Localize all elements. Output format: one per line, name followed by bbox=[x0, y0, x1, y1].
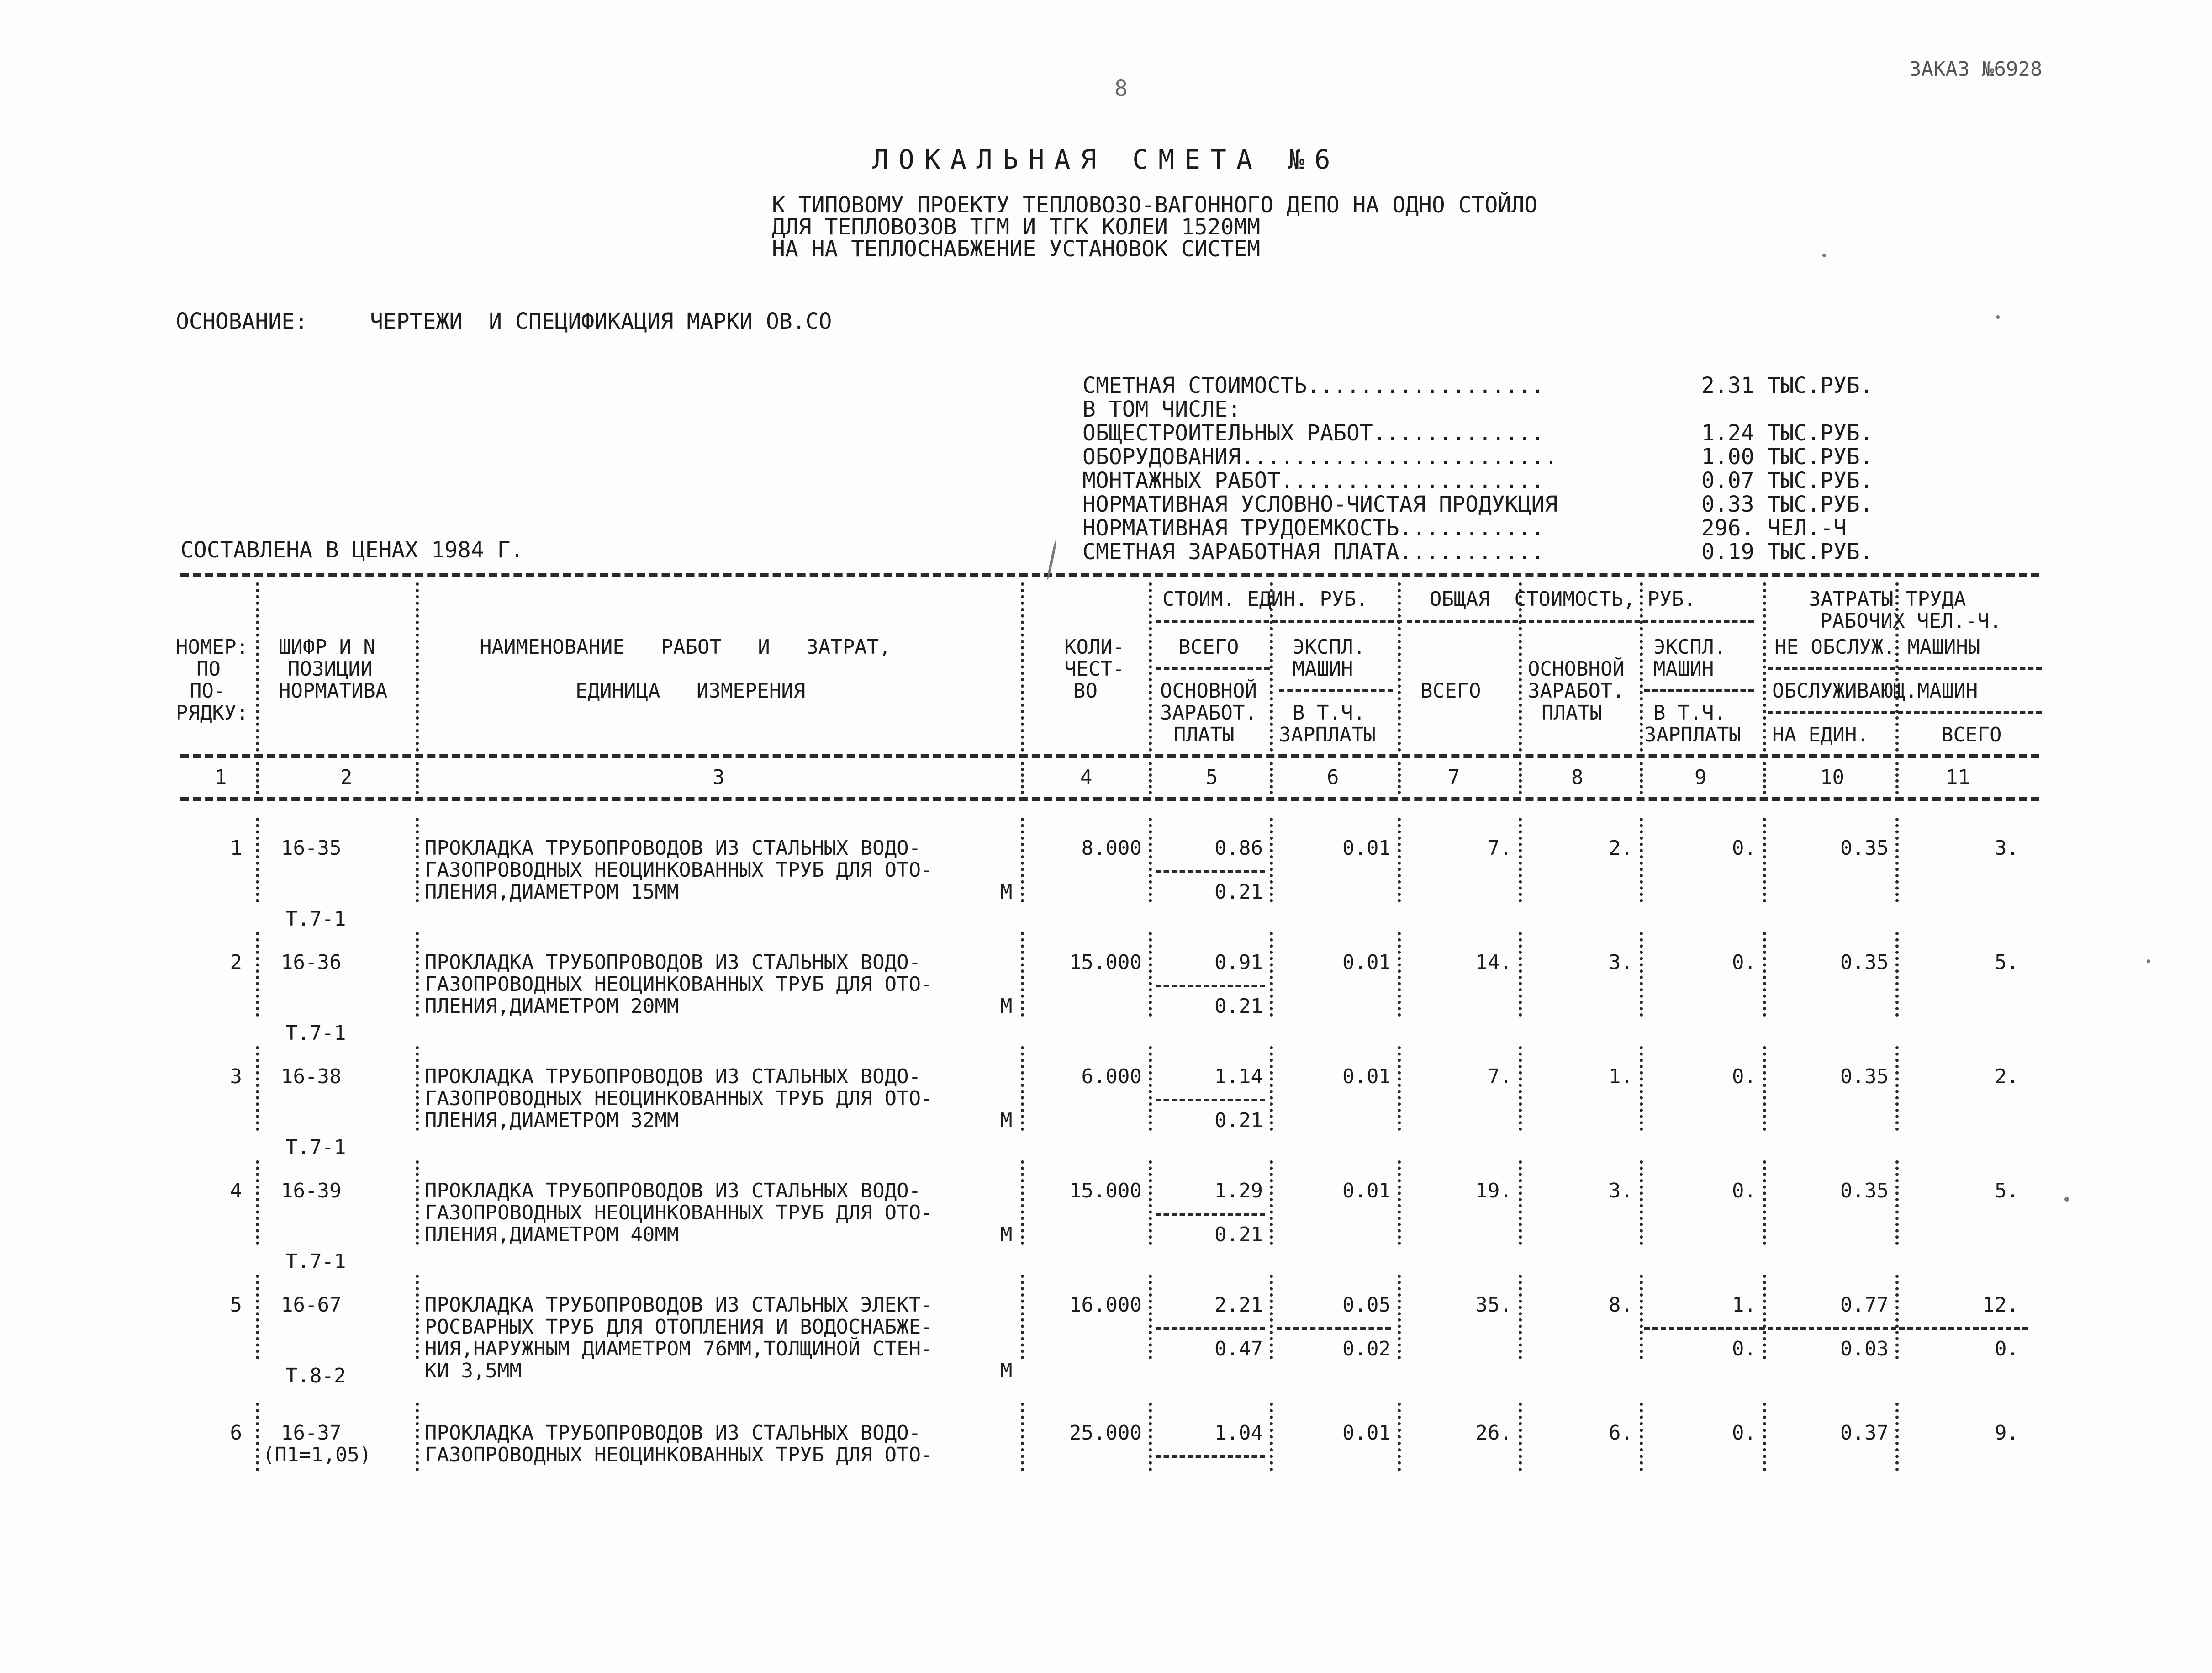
row-cell-c7: 14. bbox=[1475, 951, 1512, 974]
summary-value: 0.33 ТЫС.РУБ. bbox=[1701, 492, 1873, 517]
row-separator bbox=[1398, 1160, 1401, 1245]
row-cell-c6: 0.05 bbox=[1342, 1293, 1391, 1317]
row-cell-c11: 9. bbox=[1995, 1421, 2019, 1445]
row-subrule bbox=[1156, 1455, 1265, 1458]
row-separator bbox=[1398, 1275, 1401, 1359]
row-subrule bbox=[1644, 1327, 2028, 1330]
basis-value: ЧЕРТЕЖИ И СПЕЦИФИКАЦИЯ МАРКИ ОВ.СО bbox=[370, 309, 832, 334]
column-number: 7 bbox=[1448, 766, 1460, 789]
header-total-all: ВСЕГО bbox=[1420, 679, 1481, 703]
row-separator bbox=[1021, 818, 1024, 902]
row-cell-c6: 0.01 bbox=[1342, 836, 1391, 860]
summary-label: В ТОМ ЧИСЛЕ: bbox=[1082, 397, 1241, 422]
header-num-1: НОМЕР: bbox=[176, 635, 248, 659]
header-top-rule bbox=[180, 573, 2039, 577]
row-separator bbox=[256, 932, 259, 1017]
row-separator bbox=[416, 1046, 419, 1131]
subtitle-line-2: ДЛЯ ТЕПЛОВОЗОВ ТГМ И ТГК КОЛЕИ 1520ММ bbox=[772, 214, 1261, 240]
header-rule bbox=[1279, 689, 1393, 692]
header-code-3: НОРМАТИВА bbox=[279, 679, 388, 703]
row-cell-qty: 6.000 bbox=[1081, 1065, 1142, 1088]
header-total-wage-2: ЗАРАБОТ. bbox=[1528, 679, 1625, 703]
row-separator bbox=[1021, 932, 1024, 1017]
header-total-cost-group: ОБЩАЯ СТОИМОСТЬ, РУБ. bbox=[1430, 588, 1696, 611]
summary-value: 2.31 ТЫС.РУБ. bbox=[1701, 373, 1873, 398]
column-separator bbox=[1270, 762, 1273, 794]
header-unit-total-2: ОСНОВНОЙ bbox=[1160, 679, 1257, 703]
row-separator bbox=[1270, 1160, 1273, 1245]
row-cell-c7: 7. bbox=[1488, 1065, 1512, 1088]
row-name-line: НИЯ,НАРУЖНЫМ ДИАМЕТРОМ 76ММ,ТОЛЩИНОЙ СТЕН- bbox=[425, 1337, 933, 1361]
header-unit-mach-1: ЭКСПЛ. bbox=[1293, 635, 1365, 659]
row-cell-qty: 25.000 bbox=[1069, 1421, 1142, 1445]
header-total-wage-3: ПЛАТЫ bbox=[1542, 701, 1602, 725]
row-code: 16-39 bbox=[281, 1179, 342, 1202]
column-separator bbox=[1763, 762, 1766, 794]
row-subrule bbox=[1156, 1099, 1265, 1101]
order-stamp: ЗАКАЗ №6928 bbox=[1909, 58, 2043, 81]
row-name-line: ПЛЕНИЯ,ДИАМЕТРОМ 32ММ bbox=[425, 1109, 679, 1132]
row-separator bbox=[1021, 1160, 1024, 1245]
row-name-line: ПРОКЛАДКА ТРУБОПРОВОДОВ ИЗ СТАЛЬНЫХ ВОДО- bbox=[425, 1179, 921, 1202]
row-separator bbox=[1640, 1160, 1643, 1245]
header-rule bbox=[1156, 620, 1402, 623]
row-separator bbox=[1895, 932, 1899, 1017]
column-separator bbox=[1519, 762, 1522, 794]
row-subrule bbox=[1156, 1327, 1265, 1330]
row-cell-c7: 19. bbox=[1475, 1179, 1512, 1202]
header-total-wage-1: ОСНОВНОЙ bbox=[1528, 657, 1625, 681]
row-cell-c5: 0.91 bbox=[1214, 951, 1263, 974]
header-labor-total: ВСЕГО bbox=[1941, 723, 2002, 746]
header-num-2: ПО bbox=[196, 657, 221, 681]
header-labor-sub-2: ОБСЛУЖИВАЮЩ.МАШИН bbox=[1772, 679, 1978, 703]
row-cell-c10: 0.77 bbox=[1840, 1293, 1889, 1317]
row-cell-qty: 15.000 bbox=[1069, 951, 1142, 974]
header-labor-group-2: РАБОЧИХ ЧЕЛ.-Ч. bbox=[1820, 609, 2002, 633]
row-cell-c10: 0.37 bbox=[1840, 1421, 1889, 1445]
row-separator bbox=[1519, 932, 1522, 1017]
row-separator bbox=[256, 818, 259, 902]
row-cell-c11: 2. bbox=[1995, 1065, 2019, 1088]
row-name-line: РОСВАРНЫХ ТРУБ ДЛЯ ОТОПЛЕНИЯ И ВОДОСНАБЖЕ- bbox=[425, 1315, 933, 1339]
row-cell-c10b: 0.03 bbox=[1840, 1337, 1889, 1361]
row-unit: М bbox=[1000, 1223, 1013, 1246]
header-unit-total-4: ПЛАТЫ bbox=[1174, 723, 1235, 746]
scan-mark bbox=[1822, 254, 1826, 257]
column-separator bbox=[1895, 762, 1899, 794]
row-cell-c5: 2.21 bbox=[1214, 1293, 1263, 1317]
row-separator bbox=[1519, 1275, 1522, 1359]
row-code: 16-37 bbox=[281, 1421, 342, 1445]
scan-mark bbox=[2147, 959, 2150, 963]
row-cell-c10: 0.35 bbox=[1840, 1065, 1889, 1088]
row-name-line: ПЛЕНИЯ,ДИАМЕТРОМ 20ММ bbox=[425, 995, 679, 1018]
row-cell-c10: 0.35 bbox=[1840, 951, 1889, 974]
row-name-line: ГАЗОПРОВОДНЫХ НЕОЦИНКОВАННЫХ ТРУБ ДЛЯ ОТО- bbox=[425, 973, 933, 996]
header-rule bbox=[1644, 689, 1754, 692]
column-number: 1 bbox=[215, 766, 227, 789]
row-number: 3 bbox=[230, 1065, 242, 1088]
row-name-line: КИ 3,5ММ bbox=[425, 1359, 522, 1382]
row-name-line: ГАЗОПРОВОДНЫХ НЕОЦИНКОВАННЫХ ТРУБ ДЛЯ ОТО- bbox=[425, 1201, 933, 1224]
row-cell-c8: 1. bbox=[1609, 1065, 1633, 1088]
header-labor-sub-1: НЕ ОБСЛУЖ. МАШИНЫ bbox=[1774, 635, 1980, 659]
row-reference: Т.7-1 bbox=[285, 1022, 346, 1045]
summary-label: ОБОРУДОВАНИЯ........................ bbox=[1082, 444, 1558, 470]
scan-mark bbox=[2064, 1197, 2069, 1202]
column-separator bbox=[1021, 582, 1024, 752]
row-code: 16-67 bbox=[281, 1293, 342, 1317]
document-title: ЛОКАЛЬНАЯ СМЕТА №6 bbox=[872, 144, 1341, 175]
header-unit-total-3: ЗАРАБОТ. bbox=[1160, 701, 1257, 725]
row-cell-c5: 1.29 bbox=[1214, 1179, 1263, 1202]
row-separator bbox=[1519, 1160, 1522, 1245]
summary-label: СМЕТНАЯ СТОИМОСТЬ.................. bbox=[1082, 373, 1545, 398]
column-number: 3 bbox=[713, 766, 725, 789]
header-labor-group-1: ЗАТРАТЫ ТРУДА bbox=[1809, 588, 1966, 611]
summary-label: НОРМАТИВНАЯ ТРУДОЕМКОСТЬ........... bbox=[1082, 515, 1545, 541]
subtitle-line-1: К ТИПОВОМУ ПРОЕКТУ ТЕПЛОВОЗО-ВАГОННОГО ДЕПО НА ОДНО СТОЙЛО bbox=[772, 192, 1538, 218]
row-cell-c8: 2. bbox=[1609, 836, 1633, 860]
summary-value: 0.07 ТЫС.РУБ. bbox=[1701, 468, 1873, 493]
row-cell-qty: 8.000 bbox=[1081, 836, 1142, 860]
row-separator bbox=[256, 1160, 259, 1245]
row-name-line: ПРОКЛАДКА ТРУБОПРОВОДОВ ИЗ СТАЛЬНЫХ ВОДО- bbox=[425, 836, 921, 860]
column-separator bbox=[1021, 762, 1024, 794]
row-separator bbox=[416, 1275, 419, 1359]
row-cell-c5: 0.86 bbox=[1214, 836, 1263, 860]
row-cell-c9: 0. bbox=[1732, 1065, 1756, 1088]
row-name-line: ПРОКЛАДКА ТРУБОПРОВОДОВ ИЗ СТАЛЬНЫХ ВОДО- bbox=[425, 1421, 921, 1445]
row-cell-c9: 0. bbox=[1732, 1421, 1756, 1445]
row-name-line: ПЛЕНИЯ,ДИАМЕТРОМ 40ММ bbox=[425, 1223, 679, 1246]
row-name-line: ГАЗОПРОВОДНЫХ НЕОЦИНКОВАННЫХ ТРУБ ДЛЯ ОТО- bbox=[425, 1087, 933, 1110]
row-separator bbox=[1398, 1046, 1401, 1131]
row-reference: Т.7-1 bbox=[285, 1250, 346, 1273]
row-separator bbox=[1270, 818, 1273, 902]
column-number: 5 bbox=[1206, 766, 1218, 789]
row-separator bbox=[1640, 818, 1643, 902]
column-separator bbox=[1149, 582, 1152, 752]
price-basis: СОСТАВЛЕНА В ЦЕНАХ 1984 Г. bbox=[180, 537, 524, 563]
row-separator bbox=[1763, 818, 1766, 902]
row-cell-c7: 35. bbox=[1475, 1293, 1512, 1317]
row-number: 5 bbox=[230, 1293, 242, 1317]
row-separator bbox=[1021, 1046, 1024, 1131]
header-unit-mach-4: ЗАРПЛАТЫ bbox=[1279, 723, 1376, 746]
row-cell-c5b: 0.21 bbox=[1214, 1109, 1263, 1132]
header-unit-cost-group: СТОИМ. ЕДИН. РУБ. bbox=[1162, 588, 1368, 611]
row-separator bbox=[1763, 1160, 1766, 1245]
row-number: 1 bbox=[230, 836, 242, 860]
scan-mark bbox=[1996, 315, 2000, 319]
row-separator bbox=[416, 932, 419, 1017]
row-cell-c5b: 0.21 bbox=[1214, 995, 1263, 1018]
row-cell-qty: 15.000 bbox=[1069, 1179, 1142, 1202]
summary-label: НОРМАТИВНАЯ УСЛОВНО-ЧИСТАЯ ПРОДУКЦИЯ bbox=[1082, 492, 1558, 517]
row-separator bbox=[1640, 1046, 1643, 1131]
row-cell-c9: 0. bbox=[1732, 951, 1756, 974]
row-reference: Т.7-1 bbox=[285, 907, 346, 931]
row-reference: (П1=1,05) bbox=[263, 1443, 372, 1467]
row-cell-c5b: 0.21 bbox=[1214, 880, 1263, 904]
summary-value: 296. ЧЕЛ.-Ч bbox=[1701, 515, 1847, 541]
row-name-line: ПЛЕНИЯ,ДИАМЕТРОМ 15ММ bbox=[425, 880, 679, 904]
basis-label: ОСНОВАНИЕ: bbox=[176, 309, 308, 334]
row-number: 6 bbox=[230, 1421, 242, 1445]
column-number: 6 bbox=[1327, 766, 1339, 789]
row-cell-c8: 3. bbox=[1609, 951, 1633, 974]
row-cell-qty: 16.000 bbox=[1069, 1293, 1142, 1317]
header-bottom-rule bbox=[180, 797, 2039, 801]
row-subrule bbox=[1156, 1213, 1265, 1216]
header-mid-rule bbox=[180, 754, 2039, 758]
row-subrule bbox=[1156, 870, 1265, 873]
column-separator bbox=[1895, 582, 1899, 752]
header-total-mach-3: В Т.Ч. bbox=[1653, 701, 1726, 725]
row-cell-c5: 1.04 bbox=[1214, 1421, 1263, 1445]
row-unit: М bbox=[1000, 1359, 1013, 1382]
row-reference: Т.7-1 bbox=[285, 1136, 346, 1159]
row-separator bbox=[1519, 818, 1522, 902]
row-cell-c6: 0.01 bbox=[1342, 1179, 1391, 1202]
header-total-mach-1: ЭКСПЛ. bbox=[1653, 635, 1726, 659]
row-cell-c5b: 0.21 bbox=[1214, 1223, 1263, 1246]
column-separator bbox=[256, 582, 259, 752]
header-code-1: ШИФР И N bbox=[279, 635, 375, 659]
header-unit-mach-3: В Т.Ч. bbox=[1293, 701, 1365, 725]
row-number: 2 bbox=[230, 951, 242, 974]
row-cell-c5b: 0.47 bbox=[1214, 1337, 1263, 1361]
row-cell-c11: 5. bbox=[1995, 951, 2019, 974]
row-separator bbox=[256, 1046, 259, 1131]
row-cell-c9: 0. bbox=[1732, 836, 1756, 860]
header-unit-total-1: ВСЕГО bbox=[1178, 635, 1239, 659]
header-name-1: НАИМЕНОВАНИЕ РАБОТ И ЗАТРАТ, bbox=[480, 635, 891, 659]
row-name-line: ГАЗОПРОВОДНЫХ НЕОЦИНКОВАННЫХ ТРУБ ДЛЯ ОТО- bbox=[425, 1443, 933, 1467]
summary-label: МОНТАЖНЫХ РАБОТ.................... bbox=[1082, 468, 1545, 493]
column-separator bbox=[416, 582, 419, 752]
row-code: 16-35 bbox=[281, 836, 342, 860]
row-code: 16-36 bbox=[281, 951, 342, 974]
row-cell-c8: 8. bbox=[1609, 1293, 1633, 1317]
row-cell-c9b: 0. bbox=[1732, 1337, 1756, 1361]
row-separator bbox=[1895, 818, 1899, 902]
column-separator bbox=[1398, 762, 1401, 794]
header-code-2: ПОЗИЦИИ bbox=[288, 657, 373, 681]
summary-value: 0.19 ТЫС.РУБ. bbox=[1701, 539, 1873, 565]
row-name-line: ПРОКЛАДКА ТРУБОПРОВОДОВ ИЗ СТАЛЬНЫХ ВОДО- bbox=[425, 951, 921, 974]
row-cell-c6: 0.01 bbox=[1342, 951, 1391, 974]
row-separator bbox=[1398, 818, 1401, 902]
header-rule bbox=[1407, 620, 1754, 623]
header-name-2: ЕДИНИЦА ИЗМЕРЕНИЯ bbox=[575, 679, 806, 703]
row-separator bbox=[1270, 1046, 1273, 1131]
row-separator bbox=[256, 1403, 259, 1471]
column-separator bbox=[1763, 582, 1766, 752]
row-cell-c6: 0.01 bbox=[1342, 1421, 1391, 1445]
row-cell-c6: 0.01 bbox=[1342, 1065, 1391, 1088]
row-separator bbox=[1519, 1046, 1522, 1131]
row-cell-c11: 12. bbox=[1982, 1293, 2019, 1317]
row-cell-c10: 0.35 bbox=[1840, 1179, 1889, 1202]
column-number: 2 bbox=[340, 766, 353, 789]
header-rule bbox=[1156, 667, 1270, 670]
row-cell-c9: 1. bbox=[1732, 1293, 1756, 1317]
column-separator bbox=[256, 762, 259, 794]
header-rule bbox=[1768, 667, 2042, 670]
row-subrule bbox=[1156, 985, 1265, 987]
header-labor-unit: НА ЕДИН. bbox=[1772, 723, 1869, 746]
row-code: 16-38 bbox=[281, 1065, 342, 1088]
header-total-mach-2: МАШИН bbox=[1653, 657, 1714, 681]
row-separator bbox=[1640, 932, 1643, 1017]
row-cell-c11: 3. bbox=[1995, 836, 2019, 860]
summary-label: СМЕТНАЯ ЗАРАБОТНАЯ ПЛАТА........... bbox=[1082, 539, 1545, 565]
row-separator bbox=[1398, 932, 1401, 1017]
row-cell-c7: 26. bbox=[1475, 1421, 1512, 1445]
row-separator bbox=[1763, 1046, 1766, 1131]
summary-label: ОБЩЕСТРОИТЕЛЬНЫХ РАБОТ............. bbox=[1082, 420, 1545, 446]
column-number: 4 bbox=[1080, 766, 1093, 789]
header-qty-3: ВО bbox=[1073, 679, 1098, 703]
column-separator bbox=[1149, 762, 1152, 794]
row-subrule bbox=[1277, 1327, 1391, 1330]
row-cell-c6b: 0.02 bbox=[1342, 1337, 1391, 1361]
header-unit-mach-2: МАШИН bbox=[1293, 657, 1353, 681]
row-cell-c8: 6. bbox=[1609, 1421, 1633, 1445]
row-cell-c8: 3. bbox=[1609, 1179, 1633, 1202]
row-unit: М bbox=[1000, 995, 1013, 1018]
summary-value: 1.00 ТЫС.РУБ. bbox=[1701, 444, 1873, 470]
row-name-line: ПРОКЛАДКА ТРУБОПРОВОДОВ ИЗ СТАЛЬНЫХ ЭЛЕКТ- bbox=[425, 1293, 933, 1317]
column-separator bbox=[1270, 582, 1273, 752]
row-cell-c5: 1.14 bbox=[1214, 1065, 1263, 1088]
row-separator bbox=[1763, 932, 1766, 1017]
column-number: 8 bbox=[1571, 766, 1584, 789]
column-number: 10 bbox=[1820, 766, 1844, 789]
row-separator bbox=[416, 818, 419, 902]
row-separator bbox=[1021, 1275, 1024, 1359]
column-number: 9 bbox=[1695, 766, 1707, 789]
row-separator bbox=[1895, 1160, 1899, 1245]
page-mark: 8 bbox=[1114, 76, 1128, 101]
row-cell-c9: 0. bbox=[1732, 1179, 1756, 1202]
summary-value: 1.24 ТЫС.РУБ. bbox=[1701, 420, 1873, 446]
column-separator bbox=[1398, 582, 1401, 752]
row-cell-c7: 7. bbox=[1488, 836, 1512, 860]
header-rule bbox=[1768, 711, 2042, 714]
row-reference: Т.8-2 bbox=[285, 1364, 346, 1387]
header-total-mach-4: ЗАРПЛАТЫ bbox=[1644, 723, 1741, 746]
subtitle-line-3: НА НА ТЕПЛОСНАБЖЕНИЕ УСТАНОВОК СИСТЕМ bbox=[772, 236, 1261, 262]
row-name-line: ГАЗОПРОВОДНЫХ НЕОЦИНКОВАННЫХ ТРУБ ДЛЯ ОТО- bbox=[425, 858, 933, 882]
column-separator bbox=[1640, 762, 1643, 794]
row-cell-c11: 5. bbox=[1995, 1179, 2019, 1202]
row-unit: М bbox=[1000, 880, 1013, 904]
header-qty-2: ЧЕСТ- bbox=[1064, 657, 1125, 681]
row-separator bbox=[256, 1275, 259, 1359]
row-number: 4 bbox=[230, 1179, 242, 1202]
header-num-3: ПО- bbox=[190, 679, 226, 703]
row-separator bbox=[1270, 932, 1273, 1017]
header-qty-1: КОЛИ- bbox=[1064, 635, 1125, 659]
row-cell-c10: 0.35 bbox=[1840, 836, 1889, 860]
row-separator bbox=[416, 1160, 419, 1245]
row-unit: М bbox=[1000, 1109, 1013, 1132]
header-num-4: РЯДКУ: bbox=[176, 701, 248, 725]
row-separator bbox=[416, 1403, 419, 1471]
column-separator bbox=[1640, 582, 1643, 752]
column-separator bbox=[1519, 582, 1522, 752]
row-cell-c11b: 0. bbox=[1995, 1337, 2019, 1361]
column-number: 11 bbox=[1946, 766, 1970, 789]
row-separator bbox=[1895, 1046, 1899, 1131]
row-name-line: ПРОКЛАДКА ТРУБОПРОВОДОВ ИЗ СТАЛЬНЫХ ВОДО- bbox=[425, 1065, 921, 1088]
column-separator bbox=[416, 762, 419, 794]
